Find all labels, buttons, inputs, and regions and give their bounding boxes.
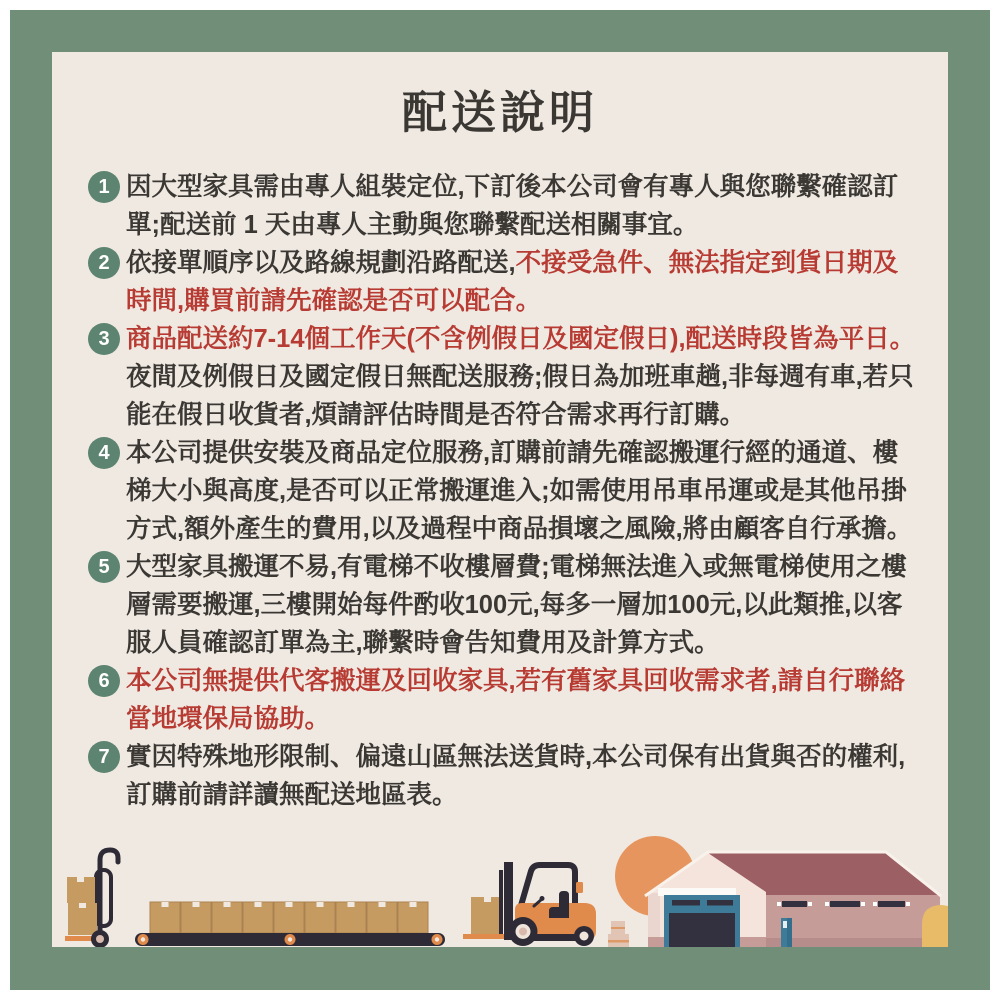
- list-item: [88, 168, 916, 244]
- list-item: [88, 434, 916, 548]
- parcel-stack-icon: [608, 921, 629, 947]
- item-text: [126, 738, 916, 814]
- cargo-box-icon: [471, 897, 503, 934]
- item-text: [126, 548, 916, 662]
- page-title: 配送說明: [401, 87, 598, 138]
- list-item: [88, 244, 916, 320]
- notice-list: [88, 168, 916, 814]
- item-number-badge: 5: [88, 551, 120, 583]
- item-number-badge: 7: [88, 741, 120, 773]
- item-number-badge: 2: [88, 247, 120, 279]
- item-text: [126, 662, 916, 738]
- text-segment: 實因特殊地形限制、偏遠山區無法送貨時,本公司保有出貨與否的權利,訂購前請詳讀無配送地區表。: [126, 743, 906, 809]
- list-item: [88, 738, 916, 814]
- item-number-badge: 3: [88, 323, 120, 355]
- list-item: [88, 662, 916, 738]
- item-text: [126, 244, 916, 320]
- item-number-badge: 6: [88, 665, 120, 697]
- item-number-badge: 1: [88, 171, 120, 203]
- warehouse-illustration: [52, 812, 948, 947]
- bush-icon: [922, 905, 948, 947]
- hand-truck-icon: [65, 850, 118, 947]
- text-segment: 夜間及例假日及國定假日無配送服務;假日為加班車趟,非每週有車,若只能在假日收貨者,煩請評估時間是否符合需求再行訂購。: [126, 363, 914, 429]
- green-frame: [10, 10, 990, 990]
- text-segment: 商品配送約7-14個工作天(不含例假日及國定假日),配送時段皆為平日。: [126, 325, 916, 353]
- list-item: [88, 320, 916, 434]
- text-segment: 本公司提供安裝及商品定位服務,訂購前請先確認搬運行經的通道、樓梯大小與高度,是否可以正常搬運進入;如需使用吊車吊運或是其他吊掛方式,額外產生的費用,以及過程中商品損壞之風險,將由顧客自行承擔。: [126, 439, 913, 543]
- list-item: [88, 548, 916, 662]
- item-text: [126, 168, 916, 244]
- conveyor-belt-icon: [135, 902, 445, 946]
- text-segment: 依接單順序以及路線規劃沿路配送,: [126, 249, 516, 277]
- side-door-icon: [781, 918, 792, 947]
- item-number-badge: 4: [88, 437, 120, 469]
- text-segment: 不接受急件、無法指定到貨日期及時間,購買前請先確認是否可以配合。: [126, 249, 899, 315]
- item-text: [126, 434, 916, 548]
- forklift-icon: [463, 862, 596, 946]
- item-text: [126, 320, 916, 434]
- delivery-notice-panel: [52, 52, 948, 947]
- warehouse-icon: [645, 852, 941, 947]
- text-segment: 本公司無提供代客搬運及回收家具,若有舊家具回收需求者,請自行聯絡當地環保局協助。: [126, 667, 906, 733]
- text-segment: 因大型家具需由專人組裝定位,下訂後本公司會有專人與您聯繫確認訂單;配送前 1 天由專人主動與您聯繫配送相關事宜。: [126, 173, 899, 239]
- text-segment: 大型家具搬運不易,有電梯不收樓層費;電梯無法進入或無電梯使用之樓層需要搬運,三樓開始每件酌收100元,每多一層加100元,以此類推,以客服人員確認訂單為主,聯繫時會告知費用及計算方式。: [126, 553, 907, 657]
